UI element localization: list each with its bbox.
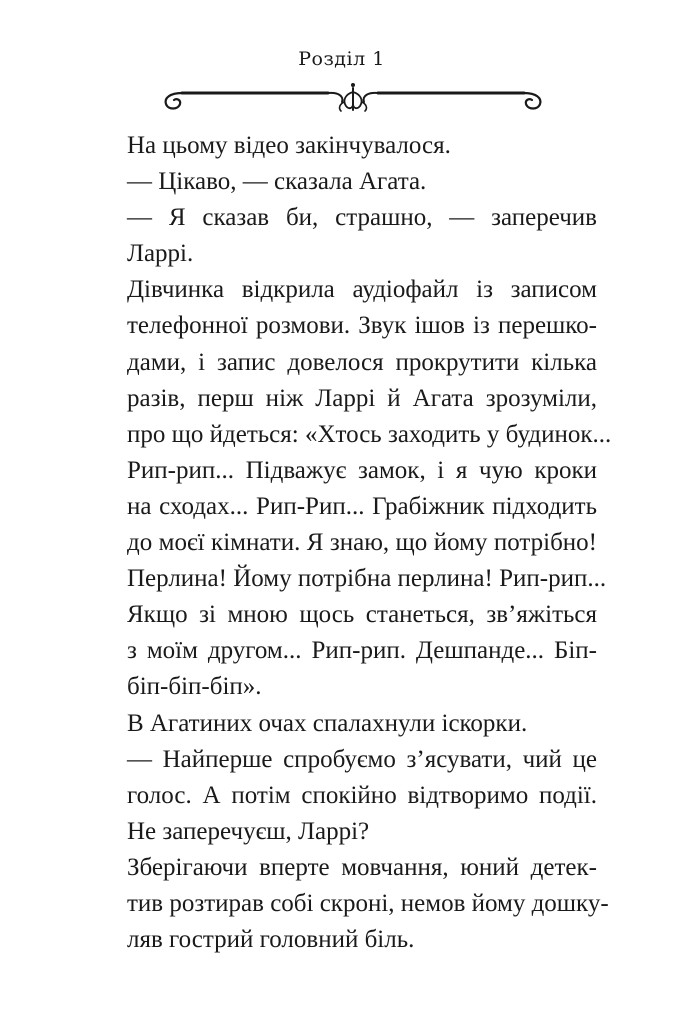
text-line: голос. А потім спокійно відтворимо події.: [127, 781, 597, 809]
text-line: — Найперше спробуємо з’ясувати, чий це: [127, 745, 597, 773]
text-line: Ларрі.: [127, 240, 194, 268]
text-line: — Цікаво, — сказала Агата.: [127, 168, 427, 196]
ornament-divider: [160, 80, 546, 114]
text-line: про що йдеться: «Хтось заходить у будинок...: [127, 420, 612, 448]
text-line: телефонної розмови. Звук ішов із перешко-: [127, 312, 597, 340]
text-line: тив розтирав собі скроні, немов йому дошку-: [127, 889, 609, 917]
text-line: біп-біп-біп».: [127, 673, 262, 701]
text-line: Дівчинка відкрила аудіофайл із записом: [127, 276, 597, 304]
text-line: Перлина! Йому потрібна перлина! Рип-рип...: [127, 565, 607, 593]
text-line: Зберігаючи вперте мовчання, юний детек-: [127, 853, 597, 881]
text-line: — Я сказав би, страшно, — заперечив: [127, 204, 597, 232]
text-line: дами, і запис довелося прокрутити кілька: [127, 348, 597, 376]
text-line: ляв гострий головний біль.: [127, 926, 415, 954]
text-line: на сходах... Рип-Рип... Грабіжник підходить: [127, 492, 597, 520]
text-line: Не заперечуєш, Ларрі?: [127, 817, 370, 845]
text-line: Якщо зі мною щось станеться, зв’яжіться: [127, 601, 597, 629]
chapter-header: Розділ 1: [298, 48, 385, 70]
text-line: В Агатиних очах спалахнули іскорки.: [127, 709, 528, 737]
text-line: На цьому відео закінчувалося.: [127, 132, 451, 159]
text-line: до моєї кімнати. Я знаю, що йому потрібно!: [127, 529, 597, 557]
page-body: [127, 128, 612, 958]
text-line: Рип-рип... Підважує замок, і я чую кроки: [127, 456, 597, 484]
text-line: з моїм другом... Рип-рип. Дешпанде... Біп-: [127, 637, 597, 665]
text-line: разів, перш ніж Ларрі й Агата зрозуміли,: [127, 384, 597, 412]
